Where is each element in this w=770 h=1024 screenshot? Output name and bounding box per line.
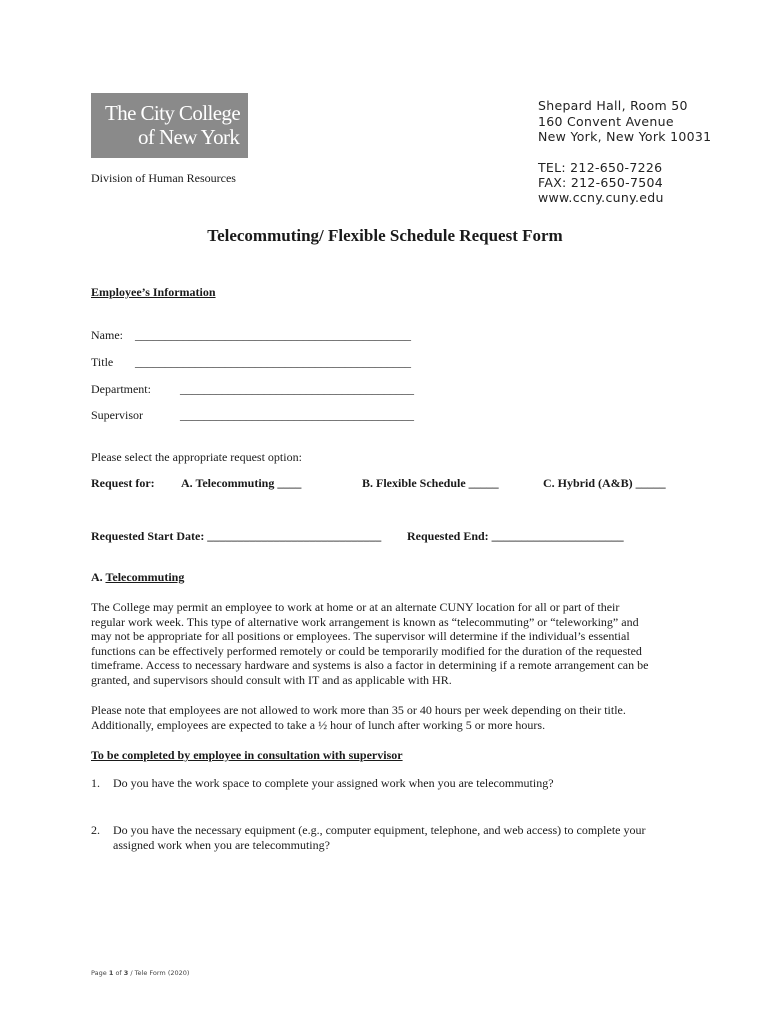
footer-suffix: / Tele Form (2020) [130, 969, 190, 977]
request-prompt: Please select the appropriate request option: [91, 450, 302, 464]
address-line-3: New York, New York 10031 [538, 129, 712, 144]
section-a-prefix: A. [91, 570, 103, 584]
department-field[interactable]: _______________________________________ [180, 382, 414, 396]
footer-page-current: 1 [108, 969, 114, 977]
website-link[interactable]: www.ccny.cuny.edu [538, 190, 664, 205]
paragraph-line: functions can be effectively performed remotely or could be temporarily modified for the duration of the requested [91, 643, 642, 658]
question-2-number: 2. [91, 823, 100, 837]
phone-number: TEL: 212-650-7226 [538, 160, 663, 175]
question-1-number: 1. [91, 776, 100, 790]
section-a-title: Telecommuting [105, 570, 185, 584]
question-line: Do you have the necessary equipment (e.g., computer equipment, telephone, and web access) to complete your [113, 823, 646, 837]
paragraph-line: Please note that employees are not allowed to work more than 35 or 40 hours per week depending on their title. [91, 703, 626, 717]
form-title: Telecommuting/ Flexible Schedule Request Form [207, 226, 563, 245]
question-1-text: Do you have the work space to complete your assigned work when you are telecommuting? [113, 776, 554, 790]
question-2-text [113, 823, 713, 852]
department-label: Department: [91, 382, 151, 396]
fax-number: FAX: 212-650-7504 [538, 175, 663, 190]
college-logo [91, 93, 248, 158]
paragraph-line: granted, and supervisors should consult with IT and as applicable with HR. [91, 672, 452, 687]
request-for-label: Request for: [91, 476, 155, 490]
option-hybrid[interactable]: C. Hybrid (A&B) _____ [543, 476, 666, 490]
address-line-1: Shepard Hall, Room 50 [538, 98, 688, 113]
name-field[interactable]: ______________________________________________ [135, 328, 411, 342]
section-a-paragraph-1 [91, 600, 691, 688]
question-line: assigned work when you are telecommuting? [113, 837, 330, 852]
supervisor-label: Supervisor [91, 408, 143, 422]
paragraph-line: may not be appropriate for all positions or employees. The supervisor will determine if the individual’s essential [91, 629, 630, 644]
title-label: Title [91, 355, 114, 369]
requested-start-date-field[interactable]: Requested Start Date: _____________________________ [91, 529, 382, 543]
supervisor-field[interactable]: _______________________________________ [180, 408, 414, 422]
requested-end-date-field[interactable]: Requested End: ______________________ [407, 529, 624, 543]
paragraph-line: regular work week. This type of alternative work arrangement is known as “telecommuting” or “teleworking” and [91, 614, 639, 629]
division-label: Division of Human Resources [91, 171, 236, 185]
employee-info-heading: Employee’s Information [91, 285, 216, 299]
option-flexible-schedule[interactable]: B. Flexible Schedule _____ [362, 476, 499, 490]
paragraph-line: The College may permit an employee to work at home or at an alternate CUNY location for all or part of their [91, 600, 620, 614]
paragraph-line: timeframe. Access to necessary hardware and systems is also a factor in determining if a remote arrangement can be [91, 658, 649, 673]
footer-page-total: 3 [123, 969, 129, 977]
option-telecommuting[interactable]: A. Telecommuting ____ [181, 476, 302, 490]
title-field[interactable]: ______________________________________________ [135, 355, 411, 369]
section-a-paragraph-2 [91, 703, 691, 732]
section-a-heading [91, 570, 184, 585]
address-line-2: 160 Convent Avenue [538, 114, 674, 129]
consultation-heading: To be completed by employee in consultation with supervisor [91, 748, 403, 762]
footer-page-word: Page [91, 969, 107, 977]
footer-of-word: of [115, 969, 122, 977]
logo-line-1: The City College [105, 101, 241, 125]
name-label: Name: [91, 328, 123, 342]
paragraph-line: Additionally, employees are expected to take a ½ hour of lunch after working 5 or more hours. [91, 717, 546, 732]
logo-line-2: of New York [138, 125, 240, 149]
page-footer [91, 969, 189, 977]
